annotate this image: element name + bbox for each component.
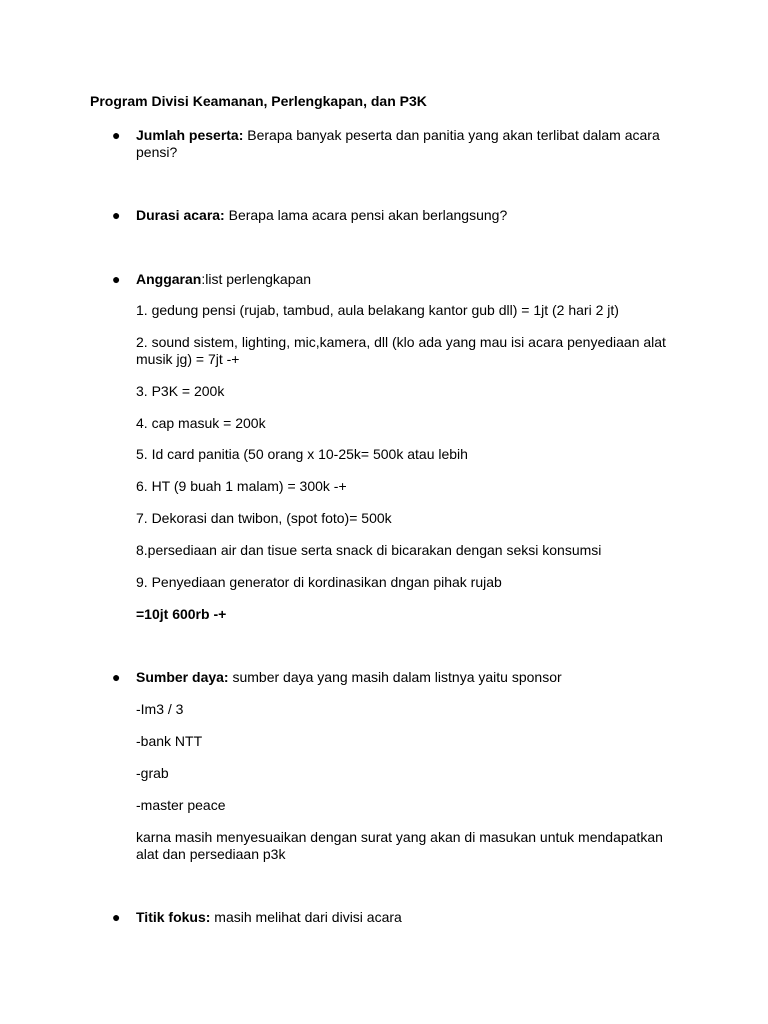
- section-text: :list perlengkapan: [201, 271, 312, 287]
- section-text: Berapa lama acara pensi akan berlangsung?: [224, 207, 508, 223]
- list-item: 3. P3K = 200k: [136, 383, 225, 399]
- list-item: 2. sound sistem, lighting, mic,kamera, dll (klo ada yang mau isi acara penyediaan alat musik jg) = 7jt -+: [136, 334, 666, 367]
- list-item: 9. Penyediaan generator di kordinasikan dngan pihak rujab: [136, 574, 502, 590]
- section-label: Titik fokus:: [136, 909, 211, 925]
- list-item: 5. Id card panitia (50 orang x 10-25k= 500k atau lebih: [136, 446, 468, 462]
- list-item: -bank NTT: [136, 733, 203, 749]
- section-jumlah-peserta: [136, 127, 676, 161]
- section-sumber-daya: [136, 669, 676, 686]
- bullet-icon: ●: [112, 271, 121, 287]
- list-item: karna masih menyesuaikan dengan surat yang akan di masukan untuk mendapatkan alat dan persediaan p3k: [136, 829, 663, 862]
- bullet-icon: ●: [112, 207, 121, 223]
- section-label: Durasi acara:: [136, 207, 225, 223]
- section-text: Berapa banyak peserta dan panitia yang akan terlibat dalam acara pensi?: [136, 127, 660, 160]
- list-item: -Im3 / 3: [136, 701, 184, 717]
- section-anggaran: [136, 271, 676, 288]
- list-item: -grab: [136, 765, 169, 781]
- list-item: 4. cap masuk = 200k: [136, 415, 266, 431]
- bullet-icon: ●: [112, 127, 121, 143]
- section-titik-fokus: [136, 909, 676, 926]
- budget-total: =10jt 600rb -+: [136, 606, 227, 622]
- section-text: masih melihat dari divisi acara: [210, 909, 402, 925]
- list-item: 7. Dekorasi dan twibon, (spot foto)= 500k: [136, 510, 392, 526]
- bullet-icon: ●: [112, 909, 121, 925]
- list-item: 6. HT (9 buah 1 malam) = 300k -+: [136, 478, 347, 494]
- section-label: Anggaran: [136, 271, 202, 287]
- section-label: Sumber daya:: [136, 669, 229, 685]
- document-title: Program Divisi Keamanan, Perlengkapan, dan P3K: [90, 93, 427, 109]
- list-item: 8.persediaan air dan tisue serta snack di bicarakan dengan seksi konsumsi: [136, 542, 602, 558]
- section-durasi-acara: [136, 207, 676, 224]
- bullet-icon: ●: [112, 669, 121, 685]
- list-item: 1. gedung pensi (rujab, tambud, aula belakang kantor gub dll) = 1jt (2 hari 2 jt): [136, 302, 619, 318]
- section-label: Jumlah peserta:: [136, 127, 244, 143]
- section-text: sumber daya yang masih dalam listnya yaitu sponsor: [228, 669, 562, 685]
- list-item: -master peace: [136, 797, 226, 813]
